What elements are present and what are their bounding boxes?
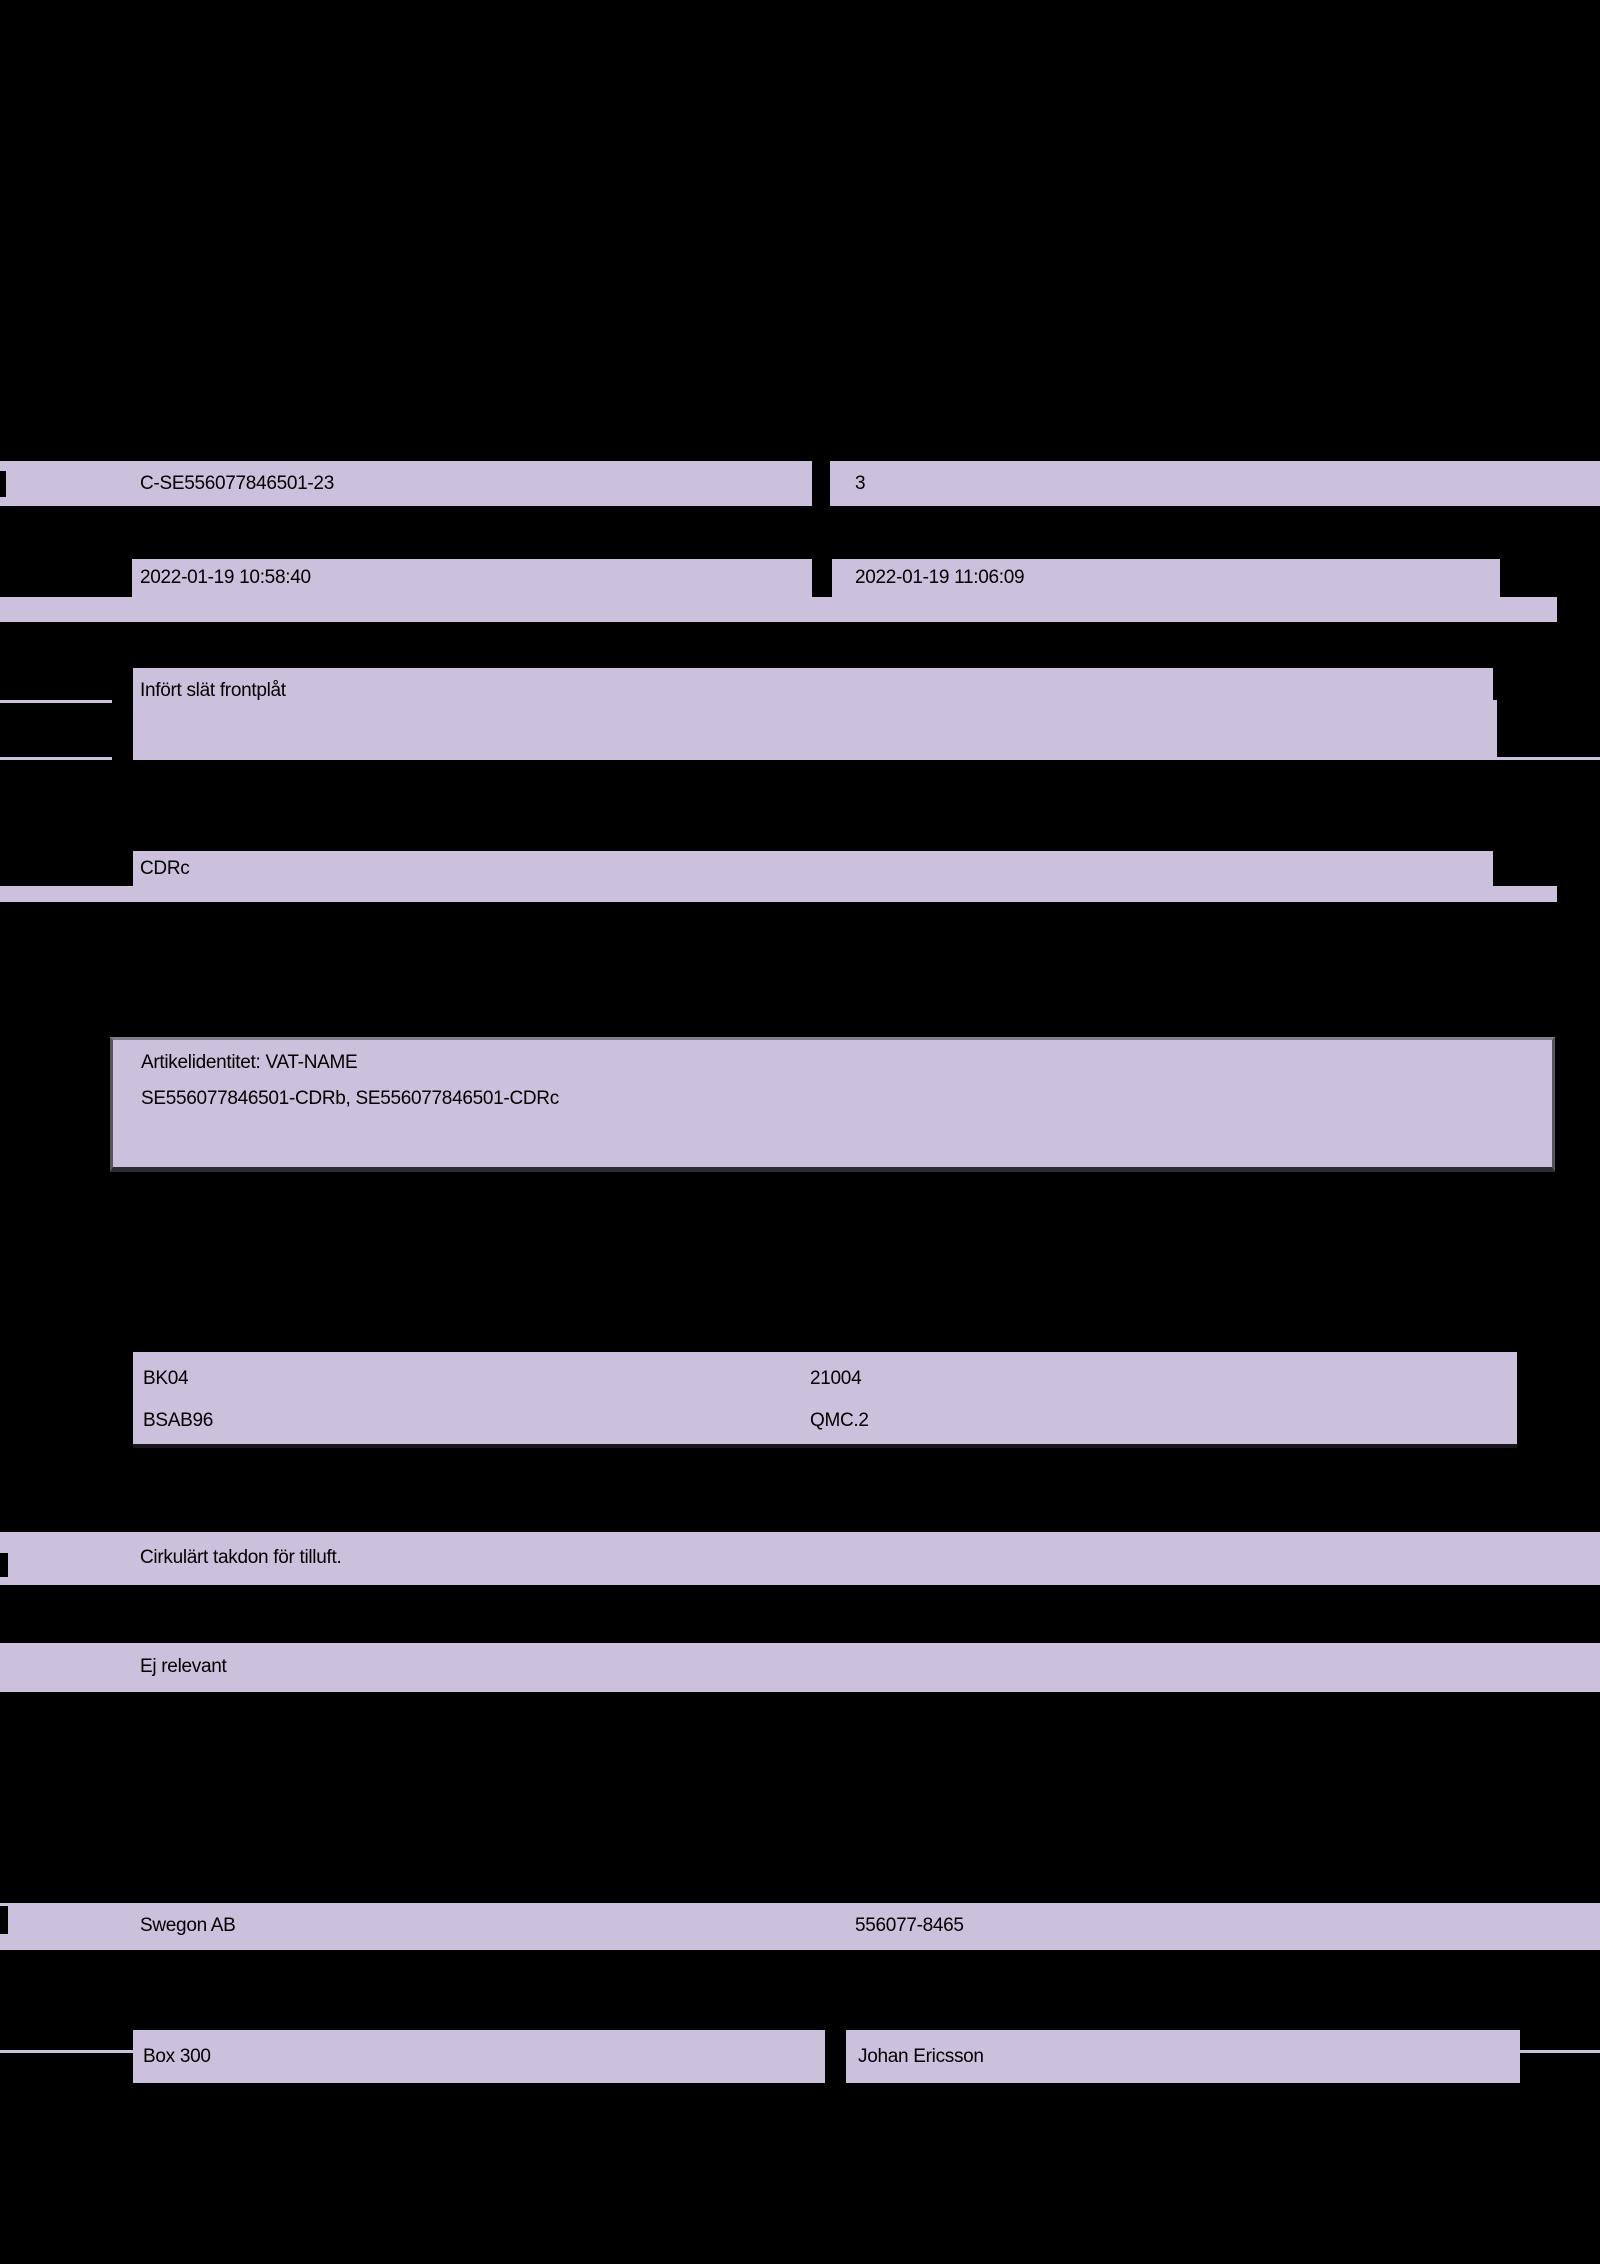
address-value: Box 300: [143, 2045, 211, 2067]
bsab-code-value: QMC.2: [810, 1410, 869, 1431]
product-name-field[interactable]: [133, 851, 1493, 886]
product-description-field[interactable]: [0, 1532, 1600, 1585]
contact-person-field[interactable]: [846, 2030, 1520, 2083]
modified-at-value: 2022-01-19 11:06:09: [855, 567, 1025, 588]
change-note-field[interactable]: [133, 668, 1493, 760]
other-info-value: Ej relevant: [140, 1656, 227, 1677]
product-name-value: CDRc: [140, 857, 190, 879]
version-field[interactable]: [830, 461, 1600, 506]
document-id-value: C-SE556077846501-23: [140, 472, 334, 494]
classification-box[interactable]: [133, 1352, 1517, 1448]
article-identity-values: SE556077846501-CDRb, SE556077846501-CDRc: [141, 1088, 559, 1109]
margin-line: [1520, 2050, 1600, 2053]
change-note-value: Infört slät frontplåt: [140, 680, 286, 701]
margin-line: [0, 2050, 133, 2053]
margin-line: [1493, 700, 1497, 760]
bk04-code-value: 21004: [810, 1368, 862, 1389]
bsab-system-label: BSAB96: [143, 1410, 214, 1431]
bk04-system-label: BK04: [143, 1368, 189, 1389]
article-identity-label: Artikelidentitet: VAT-NAME: [141, 1052, 358, 1073]
modified-at-field[interactable]: [832, 559, 1500, 597]
redaction-tick: [0, 1553, 8, 1577]
highlight-band: [0, 597, 1557, 622]
address-field[interactable]: [133, 2030, 825, 2083]
redaction-tick: [0, 471, 6, 497]
margin-line: [0, 700, 112, 703]
other-info-field[interactable]: [0, 1643, 1600, 1692]
highlight-band: [0, 886, 1557, 902]
document-id-field[interactable]: [0, 461, 812, 506]
version-value: 3: [855, 472, 866, 494]
contact-person-value: Johan Ericsson: [858, 2045, 984, 2067]
margin-line: [0, 757, 112, 760]
created-at-value: 2022-01-19 10:58:40: [140, 567, 311, 588]
article-identity-box[interactable]: [110, 1037, 1555, 1172]
margin-line: [1497, 757, 1600, 760]
company-field[interactable]: [0, 1903, 1600, 1950]
created-at-field[interactable]: [132, 559, 812, 597]
company-name-value: Swegon AB: [140, 1915, 236, 1936]
org-number-value: 556077-8465: [855, 1915, 964, 1936]
redaction-tick: [0, 1906, 8, 1934]
product-description-value: Cirkulärt takdon för tilluft.: [140, 1547, 342, 1568]
